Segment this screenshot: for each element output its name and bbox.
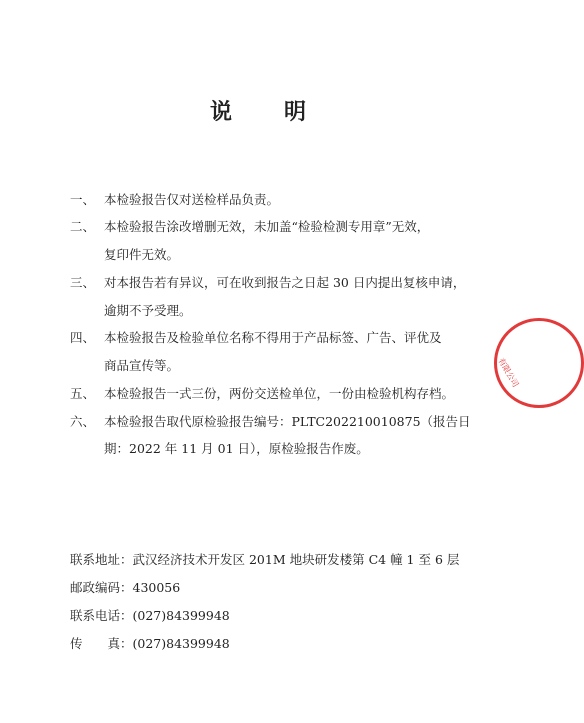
contact-fax: 传 真：(027)84399948 [70, 636, 230, 651]
item-text: 本检验报告涂改增删无效，未加盖“检验检测专用章”无效， [104, 219, 430, 234]
item-text-continued: 商品宣传等。 [104, 358, 180, 373]
item-number: 四、 [70, 330, 96, 345]
item-number: 三、 [70, 275, 96, 290]
item-text: 本检验报告取代原检验报告编号：PLTC202210010875（报告日 [104, 414, 471, 429]
item-text: 本检验报告及检验单位名称不得用于产品标签、广告、评优及 [104, 330, 442, 345]
item-text: 本检验报告一式三份，两份交送检单位，一份由检验机构存档。 [104, 386, 455, 401]
item-text-continued: 逾期不予受理。 [104, 303, 192, 318]
item-text: 对本报告若有异议，可在收到报告之日起 30 日内提出复核申请， [104, 275, 466, 290]
item-number: 六、 [70, 414, 96, 429]
title-char-1: 说 [209, 100, 232, 125]
seal-stamp-text: 有限公司 [496, 356, 521, 389]
page-title [0, 95, 516, 126]
contact-postcode: 邮政编码：430056 [70, 580, 181, 595]
item-number: 五、 [70, 386, 96, 401]
title-char-2: 明 [284, 100, 307, 125]
item-text: 本检验报告仅对送检样品负责。 [104, 192, 280, 207]
item-text-continued: 期：2022 年 11 月 01 日），原检验报告作废。 [104, 441, 369, 456]
item-number: 二、 [70, 219, 96, 234]
contact-address: 联系地址：武汉经济技术开发区 201M 地块研发楼第 C4 幢 1 至 6 层 [70, 552, 460, 567]
item-number: 一、 [70, 192, 96, 207]
item-text-continued: 复印件无效。 [104, 247, 180, 262]
contact-phone: 联系电话：(027)84399948 [70, 608, 230, 623]
